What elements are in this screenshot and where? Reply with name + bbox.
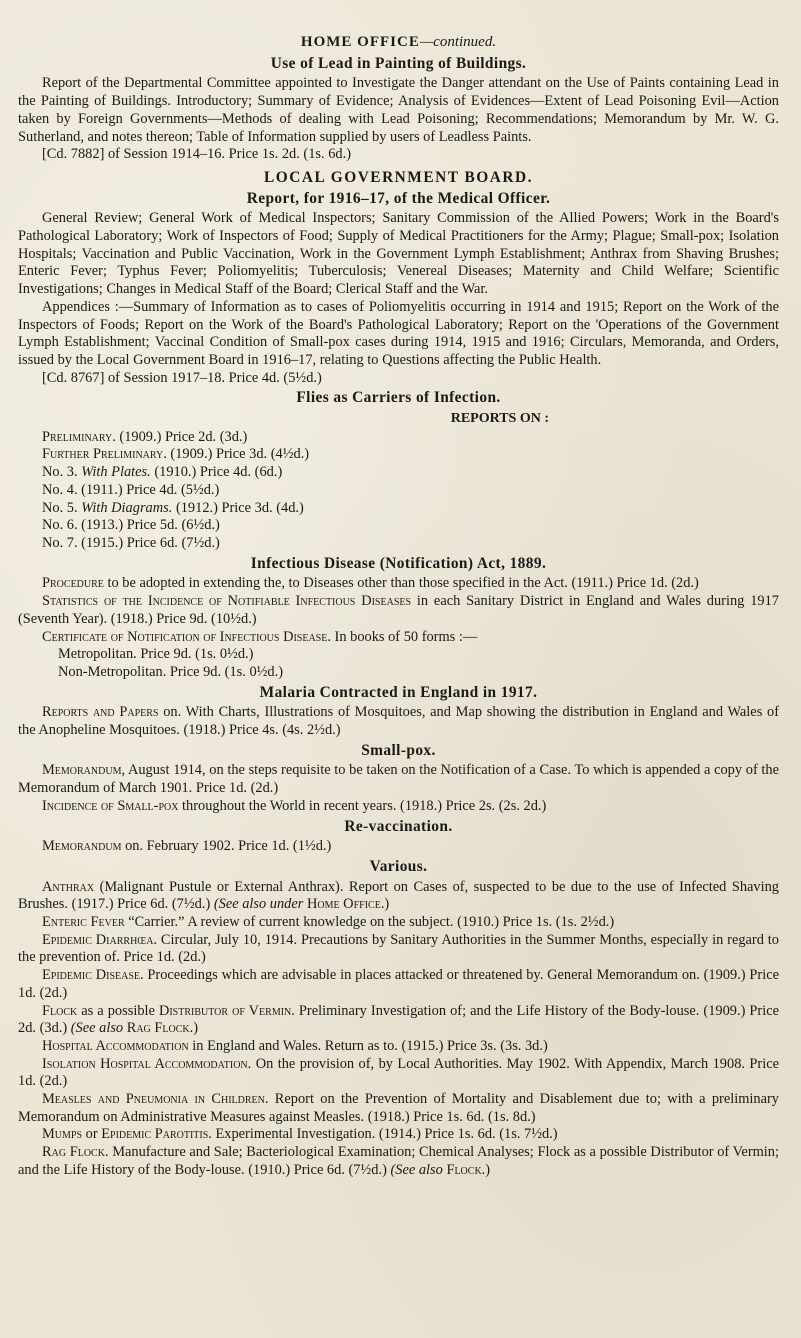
paragraph: Statistics of the Incidence of Notifiable Infectious Diseases in each Sanitary District in England and Wales during 1917 (Seventh Year). (1918.) Price 9d. (10½d.) bbox=[18, 593, 779, 627]
sub-heading-reports-on: REPORTS ON : bbox=[450, 411, 549, 427]
paragraph: Enteric Fever “Carrier.” A review of current knowledge on the subject. (1910.) Price 1s. (1s. 2½d.) bbox=[42, 914, 615, 931]
paragraph: Flock as a possible Distributor of Vermin. Preliminary Investigation of; and the Life History of the Body-louse. (1909.) Price 2d. (3d.) (See also Rag Flock.) bbox=[18, 1002, 779, 1037]
list-item: Further Preliminary. (1909.) Price 3d. (4½d.) bbox=[42, 446, 310, 463]
section-heading-small-pox: Small-pox. bbox=[361, 741, 436, 759]
list-item: No. 6. (1913.) Price 5d. (6½d.) bbox=[42, 517, 220, 534]
section-heading-infectious-disease: Infectious Disease (Notification) Act, 1889. bbox=[250, 554, 547, 572]
paragraph: Reports and Papers on. With Charts, Illustrations of Mosquitoes, and Map showing the distribution in England and Wales of the Anopheline Mosquitoes. (1918.) Price 4s. (4s. 2½d.) bbox=[18, 704, 780, 739]
section-heading-revaccination: Re-vaccination. bbox=[344, 817, 453, 835]
paragraph: Mumps or Epidemic Parotitis. Experimental Investigation. (1914.) Price 1s. 6d. (1s. 7½d.) bbox=[42, 1126, 558, 1143]
list-item: No. 7. (1915.) Price 6d. (7½d.) bbox=[42, 534, 220, 551]
paragraph: Anthrax (Malignant Pustule or External Anthrax). Report on Cases of, suspected to be due to the use of Infected Shaving Brushes. (1917.) Price 6d. (7½d.) (See also under Home Office.) bbox=[18, 878, 779, 913]
list-item: No. 3. With Plates. (1910.) Price 4d. (6d.) bbox=[42, 464, 283, 481]
paragraph: Memorandum on. February 1902. Price 1d. (1½d.) bbox=[42, 838, 332, 855]
section-heading-local-government-board: LOCAL GOVERNMENT BOARD. bbox=[264, 168, 533, 186]
section-heading-various: Various. bbox=[369, 857, 428, 875]
paragraph: Epidemic Diarrhœa. Circular, July 10, 1914. Precautions by Sanitary Authorities in the Summer Months, especially in regard to the prevention of. Price 1d. (2d.) bbox=[18, 931, 779, 966]
paragraph: Isolation Hospital Accommodation. On the provision of, by Local Authorities. May 1902. With Appendix, March 1908. Price 1d. (2d.) bbox=[18, 1055, 779, 1090]
paragraph: Memorandum, August 1914, on the steps requisite to be taken on the Notification of a Case. To which is appended a copy of the Memorandum of March 1901. Price 1d. (2d.) bbox=[18, 762, 779, 797]
paragraph: Report of the Departmental Committee appointed to Investigate the Danger attendant on the Use of Paints containing Lead in the Painting of Buildings. Introductory; Summary of Evidence; Analysis of Evidences—Extent of Lead Poisoning Evil—Action taken by Foreign Governments—Methods of dealing with Lead Poisoning; Recommendations; Memorandum by Mr. W. G. Sutherland, and notes thereon; Table of Information supplied by users of Leadless Paints. bbox=[18, 75, 779, 145]
sub-heading-medical-officer-report: Report, for 1916–17, of the Medical Officer. bbox=[246, 189, 551, 207]
section-heading-flies: Flies as Carriers of Infection. bbox=[296, 389, 501, 407]
paragraph: General Review; General Work of Medical Inspectors; Sanitary Commission of the Allied Powers; Work in the Board's Pathological Laboratory; Work of Inspectors of Food; Supply of Medical Practitioners for the Army; Plague; Small-pox; Isolation Hospitals; Vaccination and Public Vaccination, Work in the Government Lymph Establishment; Anthrax from Shaving Brushes; Enteric Fever; Typhus Fever; Poliomyelitis; Tuberculosis; Venereal Diseases; Maternity and Child Welfare; Scientific Investigations; Changes in Medical Staff of the Board; Clerical Staff and the War. bbox=[18, 210, 779, 298]
list-item: Preliminary. (1909.) Price 2d. (3d.) bbox=[42, 428, 248, 445]
paragraph: Incidence of Small-pox throughout the World in recent years. (1918.) Price 2s. (2s. 2d.) bbox=[42, 797, 547, 814]
paragraph: [Cd. 7882] of Session 1914–16. Price 1s. 2d. (1s. 6d.) bbox=[42, 146, 351, 163]
paragraph: Certificate of Notification of Infectious Disease. In books of 50 forms :— bbox=[42, 628, 478, 645]
running-head bbox=[18, 34, 779, 52]
paragraph: Hospital Accommodation in England and Wales. Return as to. (1915.) Price 3s. (3s. 3d.) bbox=[42, 1037, 548, 1054]
section-heading-malaria: Malaria Contracted in England in 1917. bbox=[259, 683, 538, 701]
paragraph: Rag Flock. Manufacture and Sale; Bacteriological Examination; Chemical Analyses; Flock as a possible Distributor of Vermin; and the Life History of the Body-louse. (1910.) Price 6d. (7½d.) (See also Flock.) bbox=[18, 1144, 779, 1178]
list-item: Metropolitan. Price 9d. (1s. 0½d.) bbox=[58, 646, 254, 663]
running-head-title: HOME OFFICE bbox=[300, 34, 420, 50]
list-item: No. 5. With Diagrams. (1912.) Price 3d. (4d.) bbox=[42, 499, 304, 516]
list-item: Non-Metropolitan. Price 9d. (1s. 0½d.) bbox=[58, 663, 284, 680]
list-item: No. 4. (1911.) Price 4d. (5½d.) bbox=[42, 481, 220, 498]
paragraph: Appendices :—Summary of Information as to cases of Poliomyelitis occurring in 1914 and 1915; Report on the Work of the Inspectors of Foods; Report on the Work of the Board's Pathological Laboratory; Report on the 'Operations of the Government Lymph Establishment; Vaccinal Condition of Small-pox cases during 1914, 1915 and 1916; Circulars, Memoranda, and Orders, issued by the Local Government Board in 1916–17, relating to Questions affecting the Public Health. bbox=[18, 298, 779, 368]
running-head-suffix: —continued. bbox=[419, 34, 497, 50]
section-heading-lead-paint: Use of Lead in Painting of Buildings. bbox=[270, 54, 527, 72]
paragraph: Procedure to be adopted in extending the, to Diseases other than those specified in the Act. (1911.) Price 1d. (2d.) bbox=[42, 575, 699, 592]
paragraph: [Cd. 8767] of Session 1917–18. Price 4d. (5½d.) bbox=[42, 369, 322, 386]
paragraph: Epidemic Disease. Proceedings which are advisable in places attacked or threatened by. General Memorandum on. (1909.) Price 1d. (2d.) bbox=[18, 967, 779, 1001]
paragraph: Measles and Pneumonia in Children. Report on the Prevention of Mortality and Disablement due to; with a preliminary Memorandum on Administrative Measures against Measles. (1918.) Price 1s. 6d. (1s. 8d.) bbox=[18, 1091, 779, 1125]
